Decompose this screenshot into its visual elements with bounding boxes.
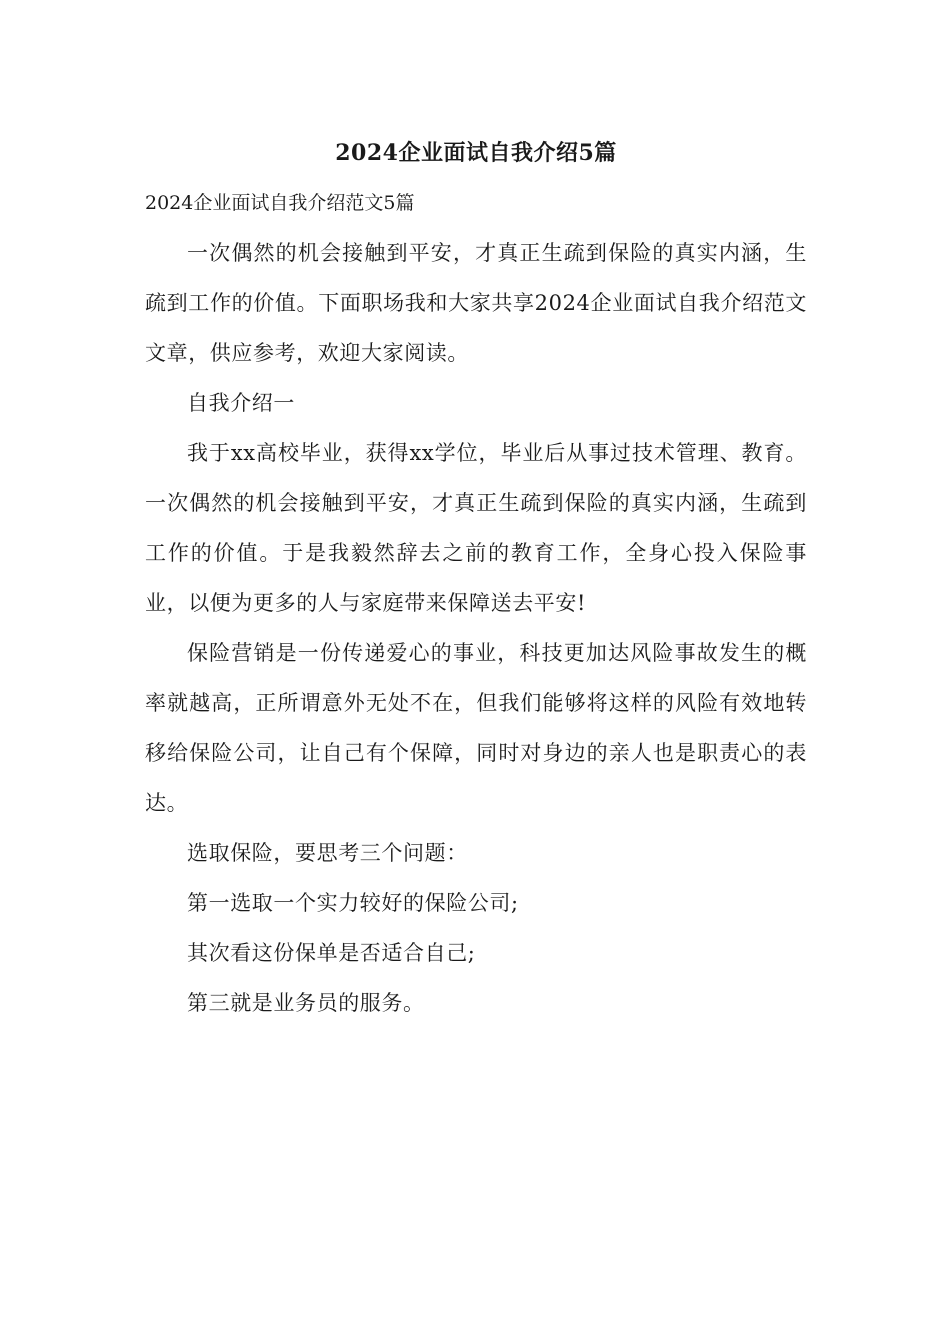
document-subtitle: 2024企业面试自我介绍范文5篇 xyxy=(145,192,415,214)
body-paragraph-2: 保险营销是一份传递爱心的事业，科技更加达风险事故发生的概率就越高，正所谓意外无处不在，但我们能够将这样的风险有效地转移给保险公司，让自己有个保障，同时对身边的亲人也是职责心的表达。 xyxy=(145,641,807,815)
list-item-1: 第一选取一个实力较好的保险公司; xyxy=(187,891,519,915)
list-item-2: 其次看这份保单是否适合自己; xyxy=(187,941,476,965)
document-title: 2024企业面试自我介绍5篇 xyxy=(335,140,617,166)
document-body xyxy=(145,128,807,1028)
section-heading: 自我介绍一 xyxy=(187,391,295,415)
list-item-3: 第三就是业务员的服务。 xyxy=(187,991,425,1015)
intro-paragraph: 一次偶然的机会接触到平安，才真正生疏到保险的真实内涵，生疏到工作的价值。下面职场我和大家共享2024企业面试自我介绍范文文章，供应参考，欢迎大家阅读。 xyxy=(145,241,807,365)
body-paragraph-1: 我于xx高校毕业，获得xx学位，毕业后从事过技术管理、教育。一次偶然的机会接触到平安，才真正生疏到保险的真实内涵，生疏到工作的价值。于是我毅然辞去之前的教育工作，全身心投入保险事业，以便为更多的人与家庭带来保障送去平安! xyxy=(145,441,807,615)
list-intro: 选取保险，要思考三个问题： xyxy=(187,841,468,865)
